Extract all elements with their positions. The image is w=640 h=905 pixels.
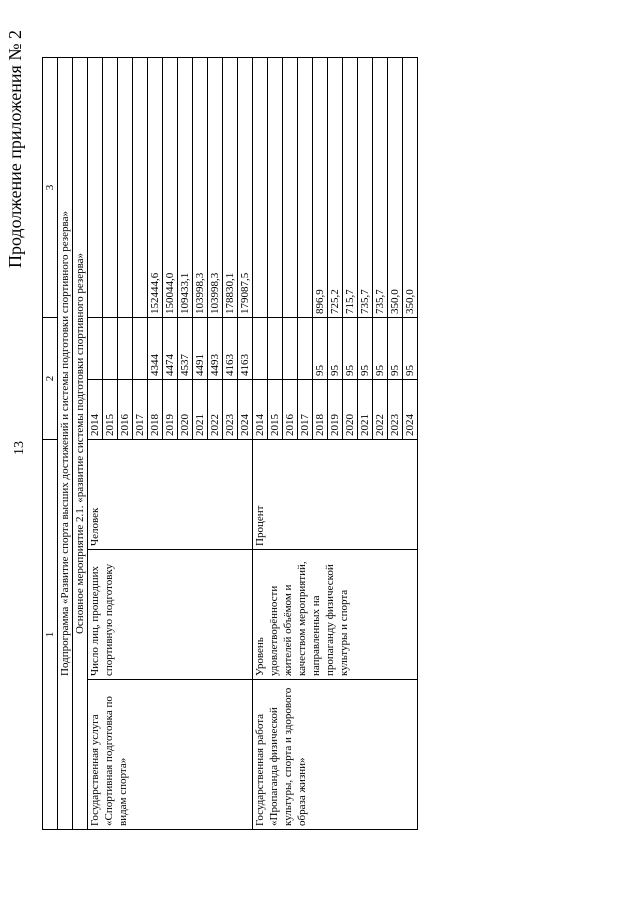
indicator-cell: Уровень удовлетворённости жителей объёмом и качеством мероприятий, направленных на пропаганду физической культуры и спорта — [253, 550, 418, 680]
year-cell: 2023 — [223, 379, 238, 439]
cost-cell: 350,0 — [388, 57, 403, 317]
year-cell: 2022 — [373, 379, 388, 439]
activity-title: Основное мероприятие 2.1. «развитие системы подготовки спортивного резерва» — [73, 57, 88, 829]
year-cell: 2015 — [268, 379, 283, 439]
cost-cell: 350,0 — [403, 57, 418, 317]
value-cell: 95 — [388, 317, 403, 379]
value-cell: 4493 — [208, 317, 223, 379]
year-cell: 2019 — [163, 379, 178, 439]
service-cell: Государственная работа «Пропаганда физической культуры, спорта и здорового образа жизни» — [253, 680, 418, 830]
cost-cell: 152444,6 — [148, 57, 163, 317]
value-cell: 95 — [373, 317, 388, 379]
value-cell — [268, 317, 283, 379]
year-cell: 2018 — [313, 379, 328, 439]
year-cell: 2016 — [118, 379, 133, 439]
value-cell: 4491 — [193, 317, 208, 379]
cost-cell: 103998,3 — [208, 57, 223, 317]
cost-cell: 735,7 — [358, 57, 373, 317]
services-table — [42, 57, 418, 830]
cost-cell: 150044,0 — [163, 57, 178, 317]
cost-cell: 735,7 — [373, 57, 388, 317]
value-cell — [118, 317, 133, 379]
year-cell: 2018 — [148, 379, 163, 439]
year-cell: 2019 — [328, 379, 343, 439]
cost-cell — [283, 57, 298, 317]
service-cell: Государственная услуга «Спортивная подготовка по видам спорта» — [88, 680, 253, 830]
value-cell: 4344 — [148, 317, 163, 379]
indicator-cell: Число лиц, прошедших спортивную подготовку — [88, 550, 253, 680]
cost-cell — [298, 57, 313, 317]
table-row — [253, 57, 268, 829]
column-header-3: 3 — [43, 57, 58, 317]
year-cell: 2020 — [343, 379, 358, 439]
year-cell: 2020 — [178, 379, 193, 439]
year-cell: 2021 — [193, 379, 208, 439]
unit-cell: Процент — [253, 439, 418, 549]
page-number: 13 — [12, 441, 27, 455]
year-cell: 2023 — [388, 379, 403, 439]
value-cell — [283, 317, 298, 379]
value-cell: 4163 — [223, 317, 238, 379]
value-cell — [88, 317, 103, 379]
value-cell: 95 — [403, 317, 418, 379]
value-cell: 95 — [358, 317, 373, 379]
value-cell: 95 — [328, 317, 343, 379]
year-cell: 2015 — [103, 379, 118, 439]
year-cell: 2024 — [238, 379, 253, 439]
value-cell — [133, 317, 148, 379]
cost-cell — [268, 57, 283, 317]
cost-cell: 178830,1 — [223, 57, 238, 317]
value-cell — [298, 317, 313, 379]
value-cell — [253, 317, 268, 379]
value-cell — [103, 317, 118, 379]
cost-cell — [88, 57, 103, 317]
year-cell: 2017 — [133, 379, 148, 439]
subprogram-title: Подпрограмма «Развитие спорта высших достижений и системы подготовки спортивного резерва» — [58, 57, 73, 829]
column-header-row — [43, 57, 58, 829]
column-header-2: 2 — [43, 317, 58, 439]
column-header-1: 1 — [43, 439, 58, 829]
year-cell: 2014 — [253, 379, 268, 439]
cost-cell: 103998,3 — [193, 57, 208, 317]
value-cell: 4163 — [238, 317, 253, 379]
year-cell: 2017 — [298, 379, 313, 439]
cost-cell — [103, 57, 118, 317]
value-cell: 95 — [343, 317, 358, 379]
cost-cell — [118, 57, 133, 317]
unit-cell: Человек — [88, 439, 253, 549]
year-cell: 2022 — [208, 379, 223, 439]
cost-cell: 109433,1 — [178, 57, 193, 317]
value-cell: 4537 — [178, 317, 193, 379]
cost-cell: 725,2 — [328, 57, 343, 317]
activity-row — [73, 57, 88, 829]
cost-cell — [133, 57, 148, 317]
value-cell: 4474 — [163, 317, 178, 379]
table-row — [88, 57, 103, 829]
year-cell: 2016 — [283, 379, 298, 439]
cost-cell: 179087,5 — [238, 57, 253, 317]
cost-cell: 896,9 — [313, 57, 328, 317]
year-cell: 2021 — [358, 379, 373, 439]
cost-cell: 715,7 — [343, 57, 358, 317]
cost-cell — [253, 57, 268, 317]
value-cell: 95 — [313, 317, 328, 379]
appendix-label: Продолжение приложения № 2 — [5, 30, 25, 269]
year-cell: 2014 — [88, 379, 103, 439]
year-cell: 2024 — [403, 379, 418, 439]
subprogram-row — [58, 57, 73, 829]
